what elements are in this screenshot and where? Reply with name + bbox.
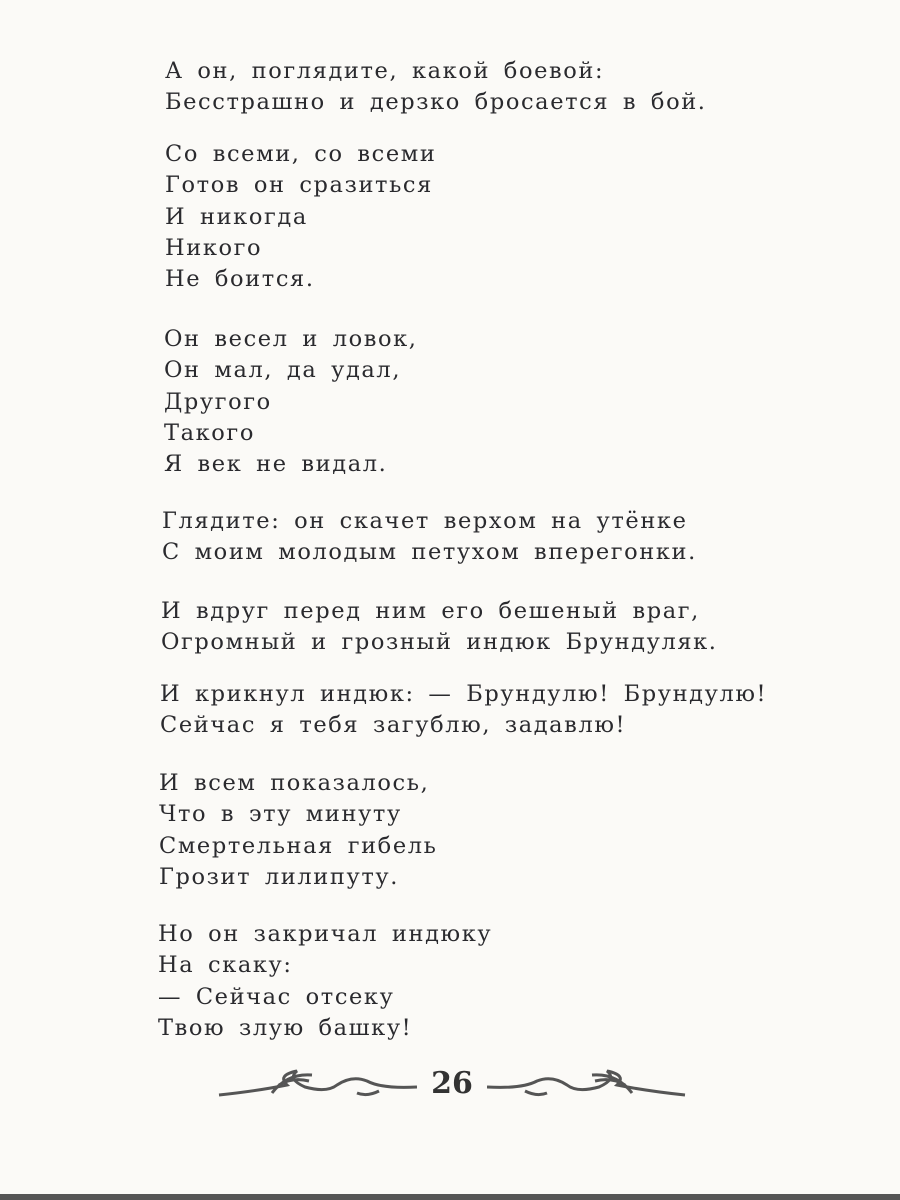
page-footer	[212, 1058, 692, 1108]
ornament-left-icon	[217, 1063, 417, 1103]
stanza-6	[160, 679, 767, 742]
poem-line: С моим молодым петухом вперегонки.	[162, 539, 697, 566]
scan-edge	[0, 1194, 900, 1200]
poem-line: Никого	[165, 234, 263, 261]
poem-line: Смертельная гибель	[159, 832, 438, 859]
poem-line: А он, поглядите, какой боевой:	[165, 58, 605, 84]
poem-line: Такого	[164, 419, 255, 446]
stanza-1	[165, 56, 707, 119]
stanza-5	[161, 596, 718, 659]
poem-line: Другого	[164, 388, 272, 415]
poem-line: Со всеми, со всеми	[165, 141, 437, 167]
poem-line: Не боится.	[165, 266, 315, 293]
poem-line: Глядите: он скачет верхом на утёнке	[162, 508, 688, 534]
poem-line: Но он закричал индюку	[158, 921, 493, 947]
poem-line: Он мал, да удал,	[164, 357, 402, 384]
stanza-7	[159, 768, 438, 893]
poem-line: И вдруг перед ним его бешеный враг,	[161, 598, 700, 624]
poem-line: — Сейчас отсеку	[158, 983, 395, 1010]
poem-line: На скаку:	[158, 952, 293, 979]
stanza-8	[158, 919, 492, 1044]
poem-line: И крикнул индюк: — Брундулю! Брундулю!	[160, 681, 768, 707]
stanza-2	[165, 139, 436, 295]
poem-line: Я век не видал.	[164, 451, 388, 478]
ornament-right-icon	[487, 1063, 687, 1103]
poem-line: И никогда	[165, 203, 308, 230]
poem-line: Готов он сразиться	[165, 172, 433, 199]
poem-line: Бесстрашно и дерзко бросается в бой.	[165, 89, 707, 116]
poem-line: И всем показалось,	[159, 770, 430, 796]
page-number: 26	[431, 1065, 473, 1101]
stanza-4	[162, 506, 697, 569]
stanza-3	[164, 324, 418, 480]
poem-line: Огромный и грозный индюк Брундуляк.	[161, 629, 718, 656]
poem-line: Сейчас я тебя загублю, задавлю!	[160, 712, 627, 739]
poem-line: Твою злую башку!	[158, 1014, 413, 1041]
poem-line: Грозит лилипуту.	[159, 863, 399, 890]
poem-line: Он весел и ловок,	[164, 326, 418, 352]
poem-line: Что в эту минуту	[159, 801, 402, 828]
